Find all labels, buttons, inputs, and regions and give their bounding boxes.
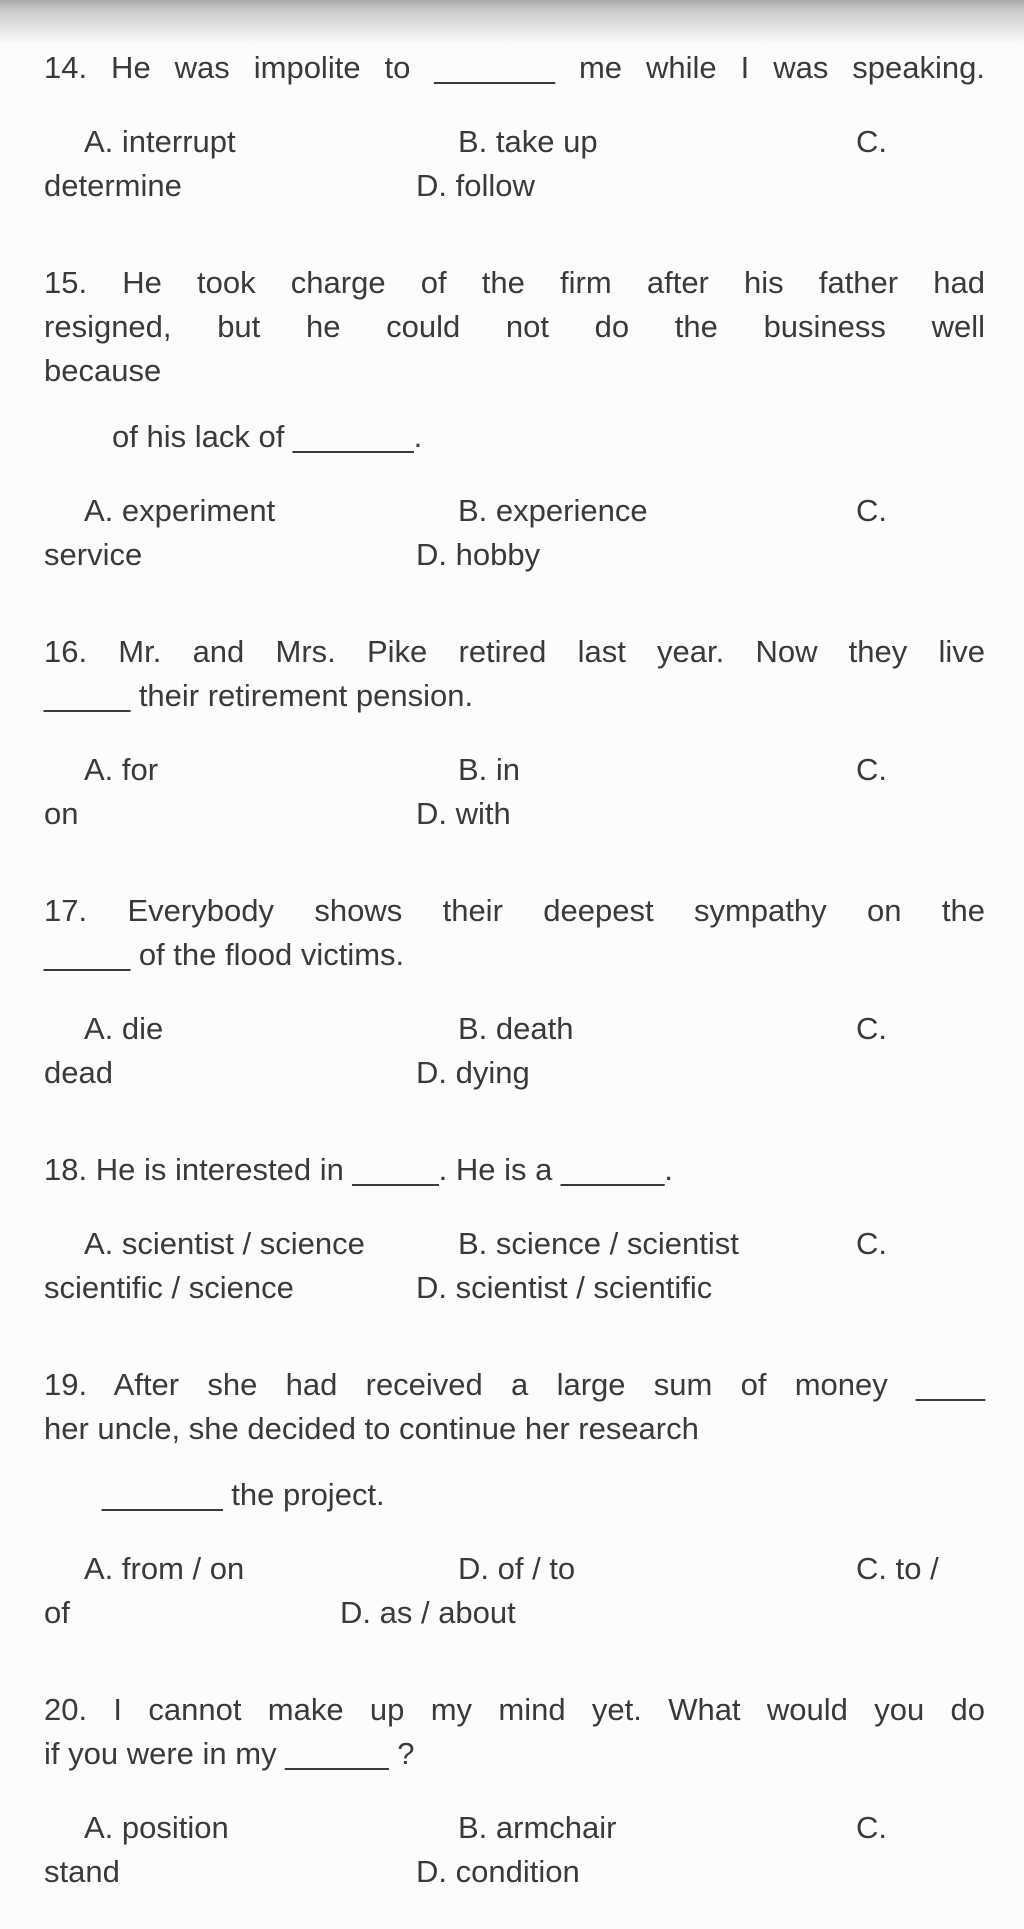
question-14 <box>44 46 985 208</box>
question-17-options <box>44 1007 985 1095</box>
question-19-subline: _______ the project. <box>102 1477 385 1512</box>
option-b: B. armchair <box>458 1810 617 1845</box>
option-c-wrap: dead <box>44 1055 113 1090</box>
option-b: B. in <box>458 752 521 787</box>
question-text-line: 19. After she had received a large sum of money ____ <box>44 1367 985 1402</box>
option-c-wrap: service <box>44 537 143 572</box>
option-a: A. scientist / science <box>84 1226 365 1261</box>
question-14-text <box>44 46 985 90</box>
option-d: D. as / about <box>340 1595 516 1630</box>
option-c-wrap: scientific / science <box>44 1270 294 1305</box>
option-c: C. <box>856 493 887 528</box>
options-row <box>44 1007 985 1051</box>
question-17 <box>44 889 985 1095</box>
options-row <box>44 1222 985 1266</box>
option-d: D. hobby <box>416 537 541 572</box>
question-text-line: her uncle, she decided to continue her research <box>44 1411 699 1446</box>
option-c: C. <box>856 1810 887 1845</box>
option-a: A. interrupt <box>84 124 236 159</box>
options-row <box>44 748 985 792</box>
option-c: C. <box>856 1011 887 1046</box>
option-c: C. <box>856 752 887 787</box>
question-text-line: 16. Mr. and Mrs. Pike retired last year. Now they live <box>44 634 985 669</box>
option-d: D. with <box>416 796 511 831</box>
option-a: A. position <box>84 1810 229 1845</box>
option-c-wrap: stand <box>44 1854 120 1889</box>
options-row <box>44 1266 985 1310</box>
question-15-text <box>44 261 985 393</box>
question-16-options <box>44 748 985 836</box>
options-row <box>44 120 985 164</box>
option-c: C. to / <box>856 1551 939 1586</box>
question-text-line: resigned, but he could not do the business well <box>44 309 985 344</box>
option-b: B. take up <box>458 124 598 159</box>
question-16 <box>44 630 985 836</box>
option-d: D. dying <box>416 1055 530 1090</box>
options-row <box>44 792 985 836</box>
question-text-line: 17. Everybody shows their deepest sympathy on the <box>44 893 985 928</box>
question-text-line: 15. He took charge of the firm after his father had <box>44 265 985 300</box>
question-14-options <box>44 120 985 208</box>
option-d: D. scientist / scientific <box>416 1270 713 1305</box>
option-a: A. from / on <box>84 1551 245 1586</box>
question-16-text <box>44 630 985 718</box>
question-20-options <box>44 1806 985 1894</box>
option-d: D. condition <box>416 1854 580 1889</box>
question-18 <box>44 1148 985 1310</box>
option-c: C. <box>856 124 887 159</box>
question-text-line: _____ of the flood victims. <box>44 937 405 972</box>
question-19-text <box>44 1363 985 1451</box>
question-20-text <box>44 1688 985 1776</box>
question-20 <box>44 1688 985 1894</box>
option-b: B. death <box>458 1011 574 1046</box>
option-c-wrap: on <box>44 796 79 831</box>
option-d: D. follow <box>416 168 535 203</box>
question-18-options <box>44 1222 985 1310</box>
options-row <box>44 164 985 208</box>
question-17-text <box>44 889 985 977</box>
options-row <box>44 1547 985 1591</box>
question-text-line: _____ their retirement pension. <box>44 678 474 713</box>
options-row <box>44 1850 985 1894</box>
question-15-options <box>44 489 985 577</box>
question-15 <box>44 261 985 577</box>
option-b: B. experience <box>458 493 648 528</box>
question-text-line: 20. I cannot make up my mind yet. What would you do <box>44 1692 985 1727</box>
option-a: A. experiment <box>84 493 276 528</box>
option-c: C. <box>856 1226 887 1261</box>
question-19 <box>44 1363 985 1635</box>
option-a: A. die <box>84 1011 164 1046</box>
options-row <box>44 1806 985 1850</box>
options-row <box>44 1051 985 1095</box>
option-b: B. science / scientist <box>458 1226 739 1261</box>
option-c-wrap: of <box>44 1595 70 1630</box>
option-a: A. for <box>84 752 159 787</box>
options-row <box>44 533 985 577</box>
options-row <box>44 1591 985 1635</box>
option-c-wrap: determine <box>44 168 182 203</box>
question-18-text <box>44 1148 985 1192</box>
question-text-line: 18. He is interested in _____. He is a ______. <box>44 1152 674 1187</box>
question-text-line: because <box>44 353 162 388</box>
question-19-options <box>44 1547 985 1635</box>
question-text-line: 14. He was impolite to _______ me while I was speaking. <box>44 50 985 85</box>
question-text-line: if you were in my ______ ? <box>44 1736 415 1771</box>
options-row <box>44 489 985 533</box>
question-15-subline: of his lack of _______. <box>112 419 423 454</box>
option-b: D. of / to <box>458 1551 576 1586</box>
